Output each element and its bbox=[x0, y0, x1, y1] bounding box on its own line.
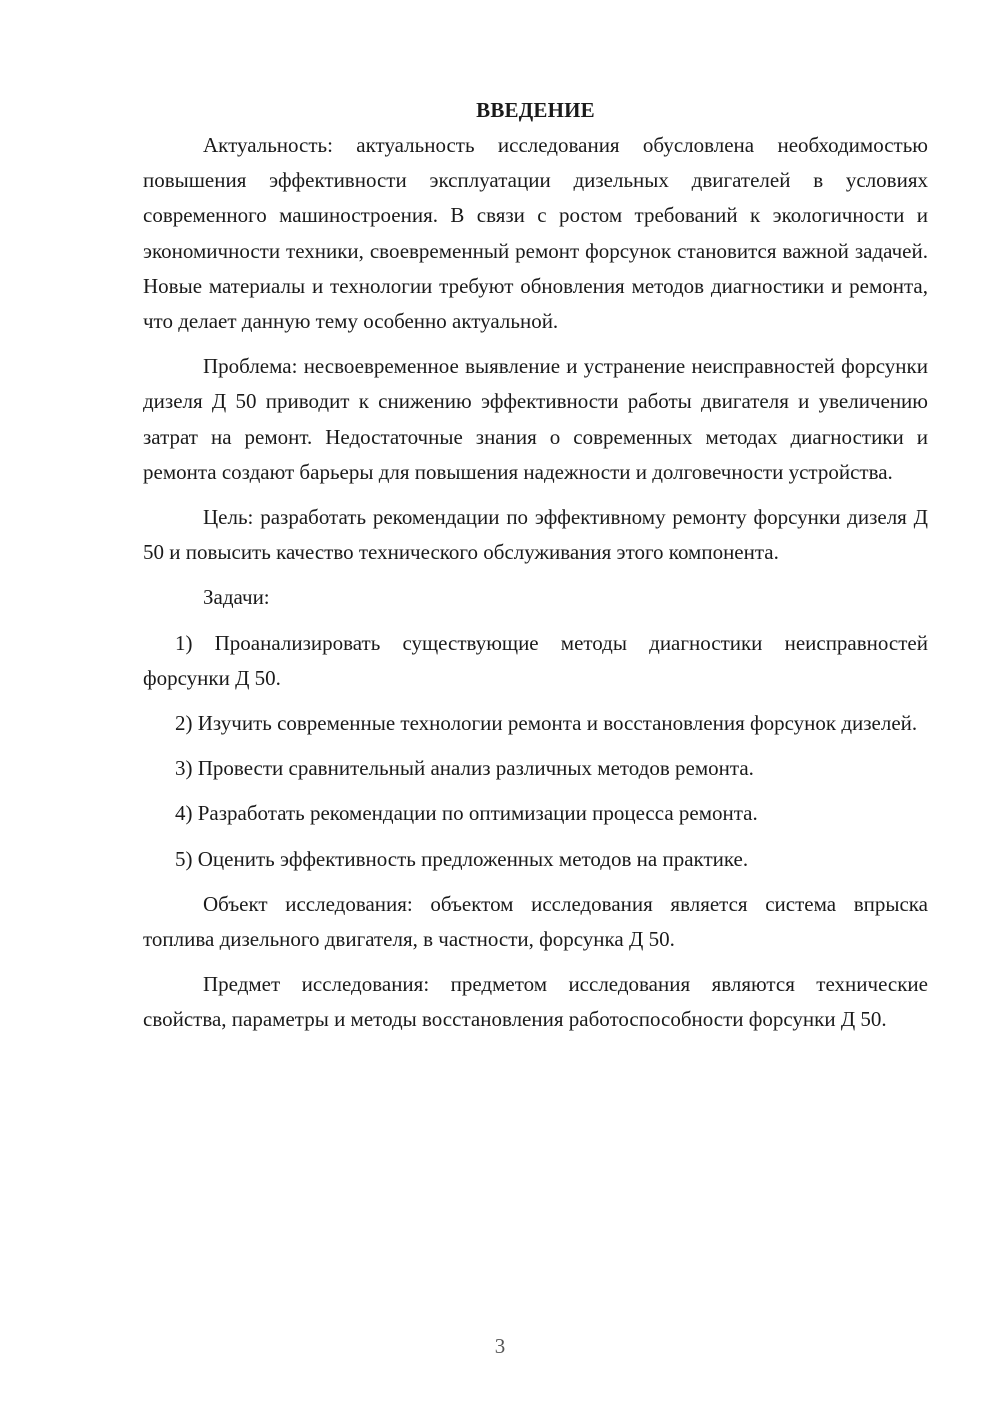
paragraph-problem: Проблема: несвоевременное выявление и устранение неисправностей форсунки дизеля Д 50 приводит к снижению эффективности работы двигателя и увеличению затрат на ремонт. Недостаточные знания о современных методах диагностики и ремонта создают барьеры для повышения надежности и долговечности устройства. bbox=[143, 354, 928, 484]
task-item: 5) Оценить эффективность предложенных методов на практике. bbox=[175, 846, 749, 871]
page-number: 3 bbox=[494, 1334, 506, 1358]
paragraph-subject: Предмет исследования: предметом исследования являются технические свойства, параметры и методы восстановления работоспособности форсунки Д 50. bbox=[143, 972, 928, 1032]
paragraph-object: Объект исследования: объектом исследования является система впрыска топлива дизельного двигателя, в частности, форсунка Д 50. bbox=[143, 891, 928, 952]
paragraph-goal: Цель: разработать рекомендации по эффективному ремонту форсунки дизеля Д 50 и повысить качество технического обслуживания этого компонента. bbox=[143, 505, 928, 565]
task-item: 1) Проанализировать существующие методы диагностики неисправностей форсунки Д 50. bbox=[143, 630, 928, 690]
task-item: 2) Изучить современные технологии ремонта и восстановления форсунок дизелей. bbox=[175, 711, 918, 736]
paragraph-tasks-heading: Задачи: bbox=[203, 585, 270, 610]
task-item: 4) Разработать рекомендации по оптимизации процесса ремонта. bbox=[175, 801, 758, 826]
page-title: ВВЕДЕНИЕ bbox=[476, 98, 595, 122]
task-item: 3) Провести сравнительный анализ различных методов ремонта. bbox=[175, 756, 754, 781]
document-page bbox=[143, 92, 928, 1038]
paragraph-relevance: Актуальность: актуальность исследования обусловлена необходимостью повышения эффективности эксплуатации дизельных двигателей в условиях современного машиностроения. В связи с ростом требований к экологичности и экономичности техники, своевременный ремонт форсунок становится важной задачей. Новые материалы и технологии требуют обновления методов диагностики и ремонта, что делает данную тему особенно актуальной. bbox=[143, 133, 928, 334]
